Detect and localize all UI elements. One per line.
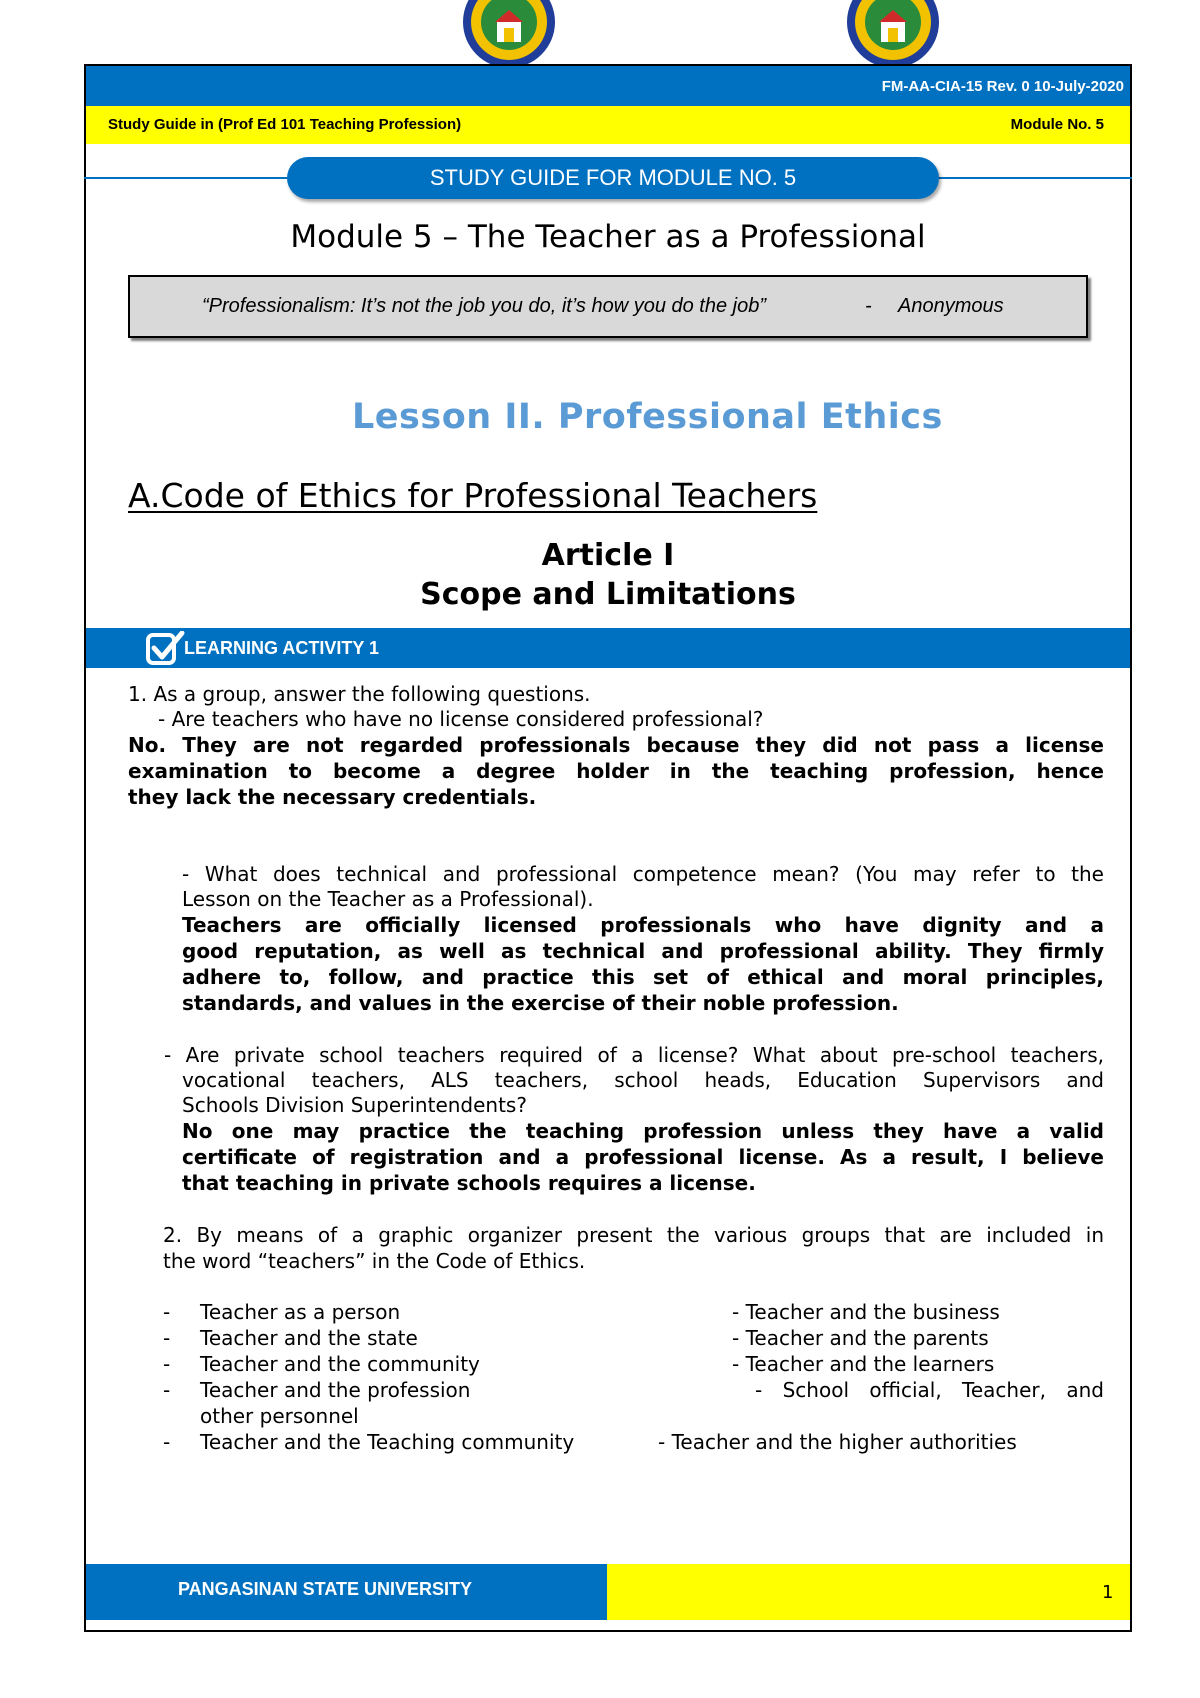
q2-intro-line1: 2. By means of a graphic organizer present the various groups that are included in bbox=[163, 1223, 1104, 1247]
university-name: PANGASINAN STATE UNIVERSITY bbox=[178, 1579, 473, 1599]
q1-answer2-line1: Teachers are officially licensed professionals who have dignity and a bbox=[182, 913, 1104, 937]
q1-intro: 1. As a group, answer the following questions. bbox=[128, 682, 591, 706]
q1-answer2-line2: good reputation, as well as technical and professional ability. They firmly bbox=[182, 939, 1104, 963]
group-item-left-4: Teacher and the profession bbox=[200, 1378, 471, 1402]
article-title: Scope and Limitations bbox=[420, 577, 796, 612]
footer-yellow-band bbox=[607, 1564, 1130, 1620]
q1-sub3-line3: Schools Division Superintendents? bbox=[182, 1093, 527, 1117]
section-title: A.Code of Ethics for Professional Teachers bbox=[128, 476, 818, 515]
quote-author: Anonymous bbox=[898, 295, 1004, 317]
q1-sub2-line1: - What does technical and professional competence mean? (You may refer to the bbox=[182, 862, 1104, 886]
checkbox-icon bbox=[146, 631, 186, 667]
article-number: Article I bbox=[541, 538, 675, 573]
list-bullet: - bbox=[163, 1326, 171, 1350]
group-item-right-4: - School official, Teacher, and bbox=[755, 1378, 1104, 1402]
q1-answer3-line2: certificate of registration and a professional license. As a result, I believe bbox=[182, 1145, 1104, 1169]
list-bullet: - bbox=[163, 1430, 171, 1454]
lesson-title: Lesson II. Professional Ethics bbox=[352, 397, 943, 437]
q1-answer1-line2: examination to become a degree holder in the teaching profession, hence bbox=[128, 759, 1104, 783]
study-guide-course: Study Guide in (Prof Ed 101 Teaching Profession) bbox=[108, 116, 462, 133]
page-number: 1 bbox=[1102, 1582, 1114, 1603]
q1-sub1: - Are teachers who have no license considered professional? bbox=[158, 707, 764, 731]
group-item-right-3: - Teacher and the learners bbox=[732, 1352, 995, 1376]
q1-answer3-line3: that teaching in private schools requires a license. bbox=[182, 1171, 756, 1195]
q1-sub2-line2: Lesson on the Teacher as a Professional). bbox=[182, 887, 594, 911]
module-title: Module 5 – The Teacher as a Professional bbox=[290, 219, 926, 255]
q1-answer2-line3: adhere to, follow, and practice this set of ethical and moral principles, bbox=[182, 965, 1104, 989]
q1-sub3-line1: - Are private school teachers required of a license? What about pre-school teachers, bbox=[164, 1043, 1104, 1067]
q1-answer1-line3: they lack the necessary credentials. bbox=[128, 785, 537, 809]
article-heading bbox=[84, 536, 1132, 614]
quote-box bbox=[128, 275, 1088, 338]
module-number: Module No. 5 bbox=[1010, 116, 1104, 133]
q1-answer1-line1: No. They are not regarded professionals because they did not pass a license bbox=[128, 733, 1104, 757]
activity-label: LEARNING ACTIVITY 1 bbox=[184, 638, 380, 658]
quote-text: “Professionalism: It’s not the job you do, it’s how you do the job” bbox=[202, 295, 767, 317]
quote-dash: - bbox=[865, 295, 872, 317]
q2-intro-line2: the word “teachers” in the Code of Ethics. bbox=[163, 1249, 586, 1273]
q1-sub3-line2: vocational teachers, ALS teachers, school heads, Education Supervisors and bbox=[182, 1068, 1104, 1092]
group-item-right-5: - Teacher and the higher authorities bbox=[658, 1430, 1017, 1454]
list-bullet: - bbox=[163, 1378, 171, 1402]
study-guide-banner: STUDY GUIDE FOR MODULE NO. 5 bbox=[287, 157, 939, 199]
university-seal-left bbox=[459, 0, 559, 72]
list-bullet: - bbox=[163, 1352, 171, 1376]
university-seal-right bbox=[843, 0, 943, 72]
group-item-left-1: Teacher as a person bbox=[200, 1300, 401, 1324]
q1-answer2-line4: standards, and values in the exercise of their noble profession. bbox=[182, 991, 899, 1015]
group-item-left-2: Teacher and the state bbox=[200, 1326, 418, 1350]
q1-answer3-line1: No one may practice the teaching profession unless they have a valid bbox=[182, 1119, 1104, 1143]
group-item-right-1: - Teacher and the business bbox=[732, 1300, 1000, 1324]
group-item-left-4-cont: other personnel bbox=[200, 1404, 359, 1428]
group-item-left-3: Teacher and the community bbox=[200, 1352, 480, 1376]
form-code: FM-AA-CIA-15 Rev. 0 10-July-2020 bbox=[881, 78, 1124, 95]
group-item-right-2: - Teacher and the parents bbox=[732, 1326, 989, 1350]
group-item-left-5: Teacher and the Teaching community bbox=[200, 1430, 575, 1454]
list-bullet: - bbox=[163, 1300, 171, 1324]
